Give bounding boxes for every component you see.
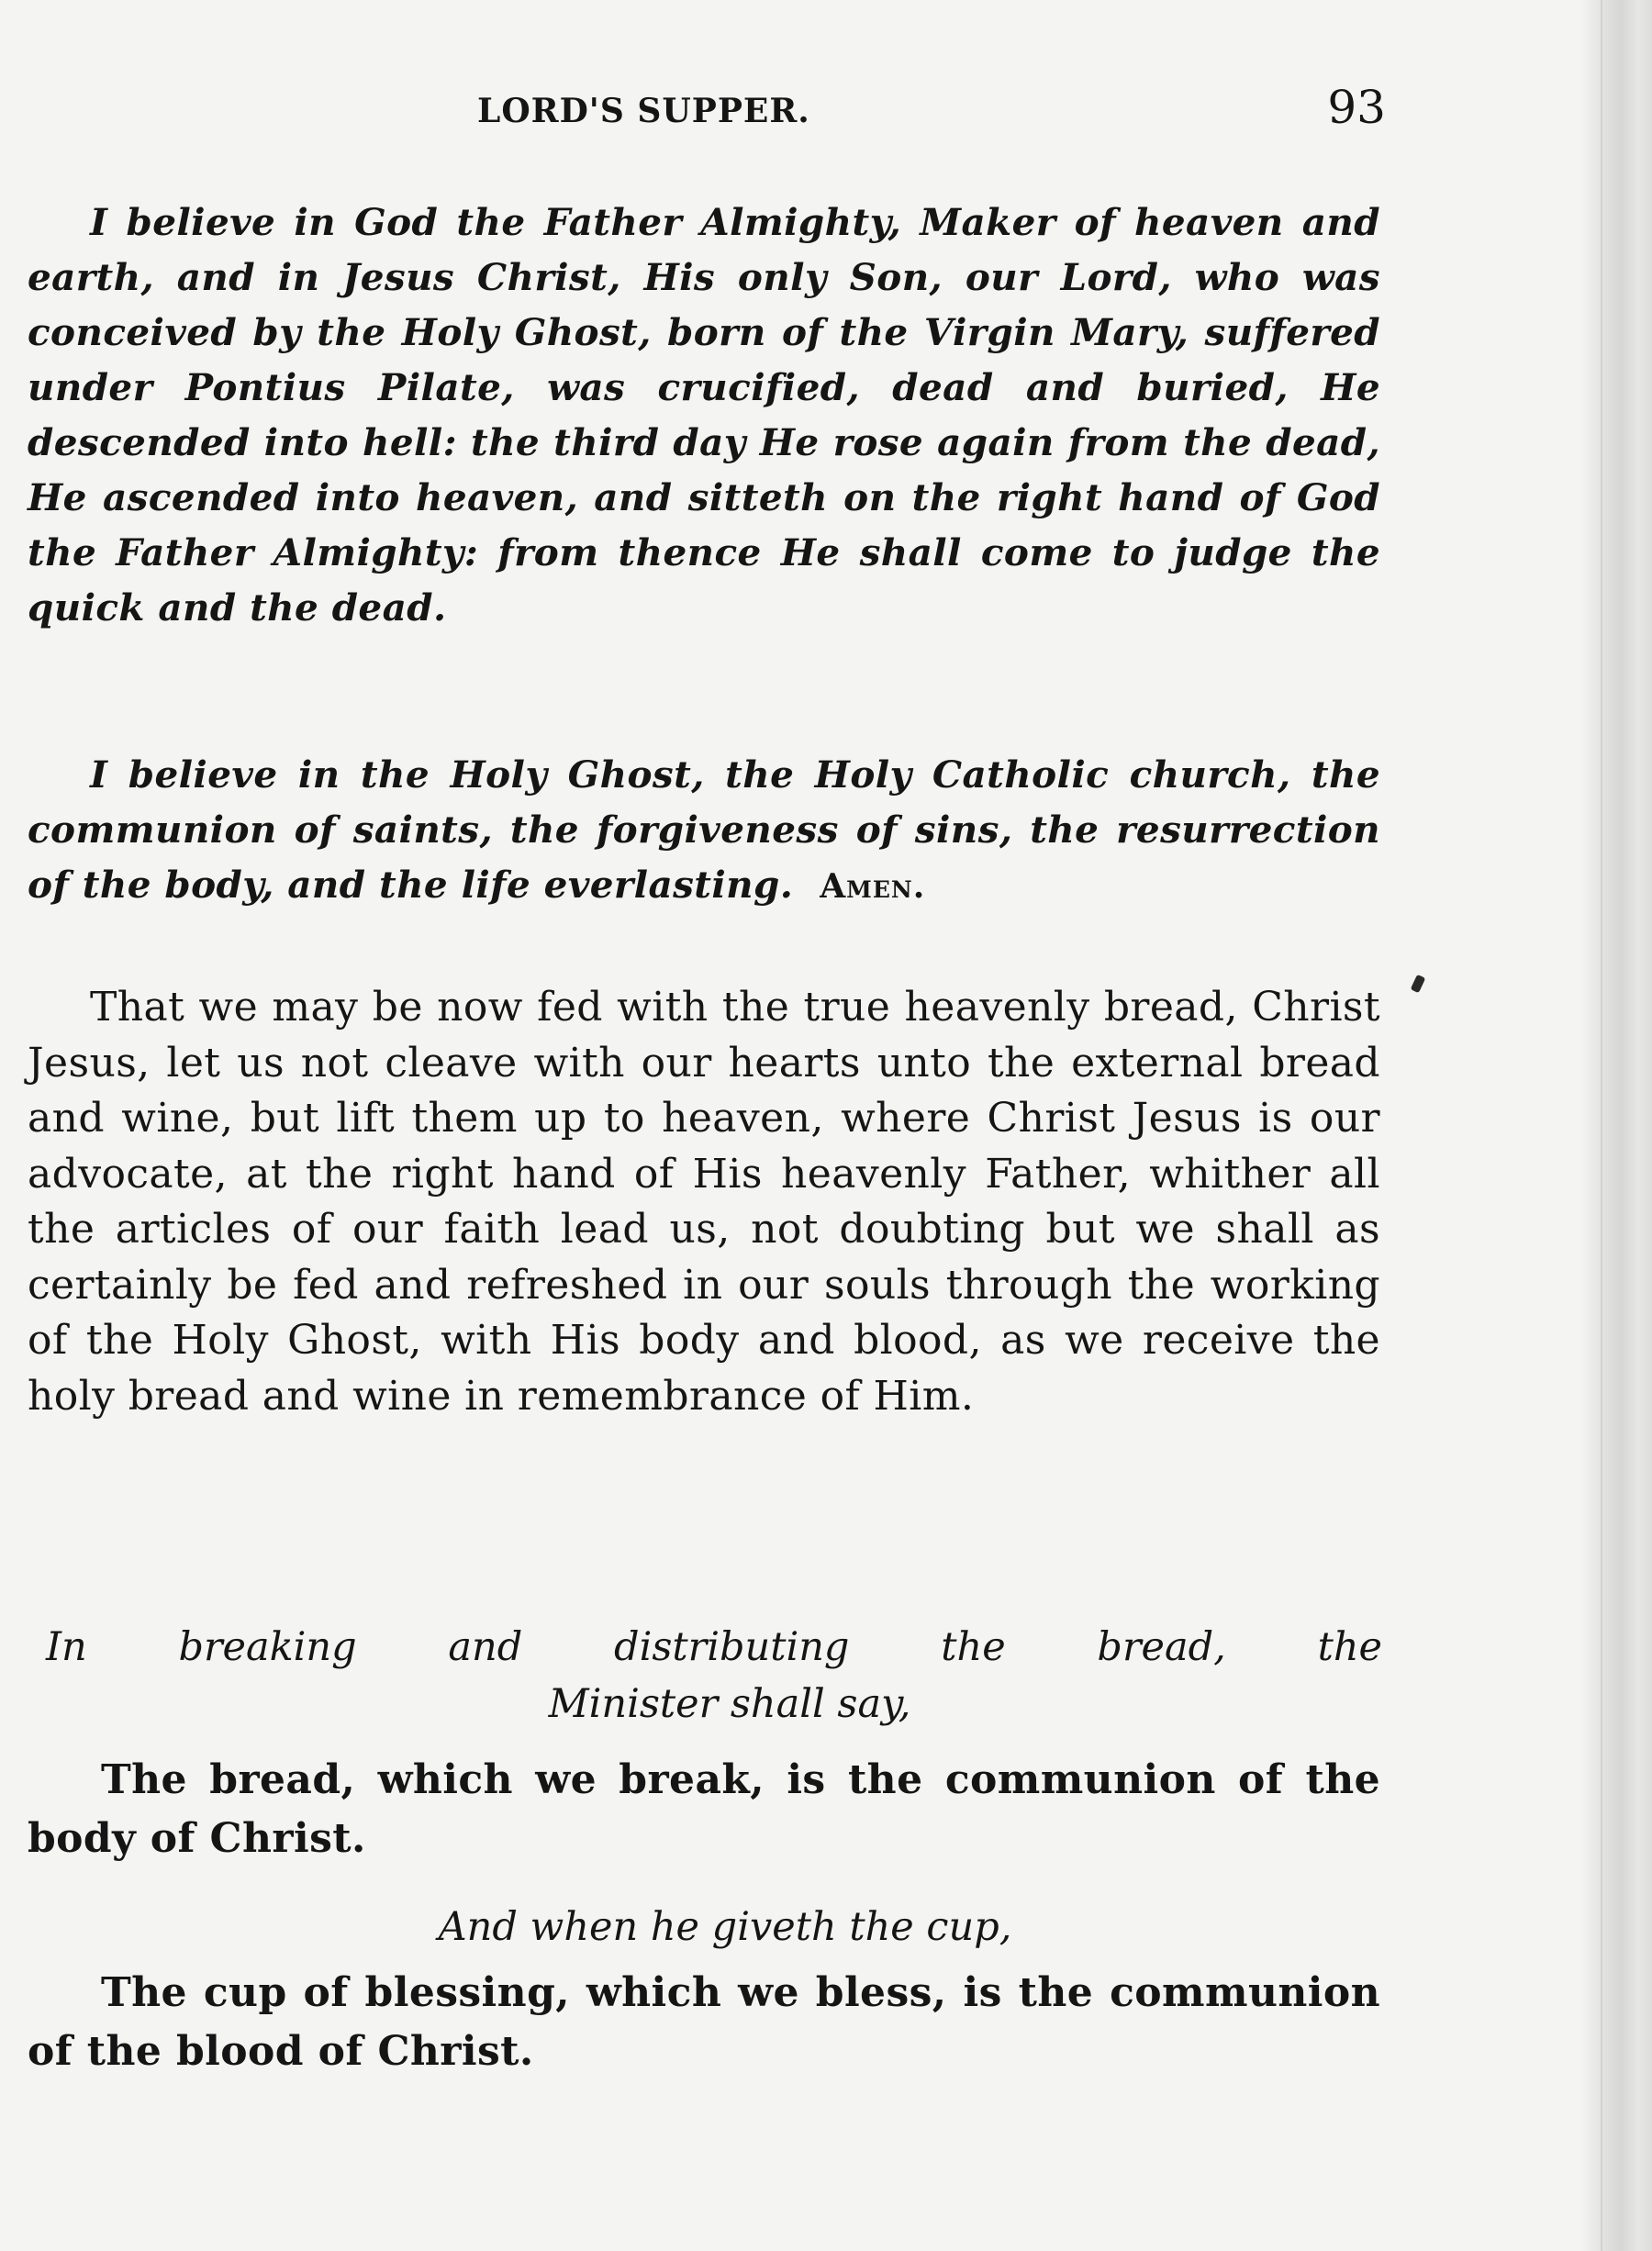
page-edge-shadow xyxy=(1583,0,1652,2251)
rubric-cup: And when he giveth the cup, xyxy=(438,1904,1012,1950)
ink-mark xyxy=(1411,975,1426,994)
creed-paragraph-1: I believe in God the Father Almighty, Maker of heaven and earth, and in Jesus Christ, His only Son, our Lord, who was conceived by the Holy Ghost, born of the Virgin Mary, suffered under Pontius Pilate, was crucified, dead and buried, He descended into hell: the third day He rose again from the dead, He ascended into heaven, and sitteth on the right hand of God the Father Almighty: from thence He shall come to judge the quick and the dead. xyxy=(28,200,1380,630)
creed-paragraph-2 xyxy=(28,747,1380,914)
bread-words: The bread, which we break, is the communion of the body of Christ. xyxy=(28,1756,1380,1862)
running-head: LORD'S SUPPER. xyxy=(477,92,810,130)
page-edge-line xyxy=(1601,0,1602,2251)
cup-words: The cup of blessing, which we bless, is the communion of the blood of Christ. xyxy=(28,1969,1380,2075)
exhortation-paragraph: That we may be now fed with the true heavenly bread, Christ Jesus, let us not cleave with our hearts unto the external bread and wine, but lift them up to heaven, where Christ Jesus is our advocate, at the right hand of His heavenly Father, whither all the articles of our faith lead us, not doubting but we shall as certainly be fed and refreshed in our souls through the working of the Holy Ghost, with His body and blood, as we receive the holy bread and wine in remembrance of Him. xyxy=(28,984,1380,1420)
amen: Amen. xyxy=(820,867,926,906)
page-header xyxy=(0,81,1386,136)
page-number: 93 xyxy=(1327,81,1386,134)
rubric-bread-line-2: Minister shall say, xyxy=(548,1681,911,1727)
creed-paragraph-2-text: I believe in the Holy Ghost, the Holy Catholic church, the communion of saints, the forgiveness of sins, the resurrection of the body, and the life everlasting. xyxy=(28,752,1380,907)
rubric-bread-line-1: In breaking and distributing the bread, the xyxy=(46,1624,1382,1670)
